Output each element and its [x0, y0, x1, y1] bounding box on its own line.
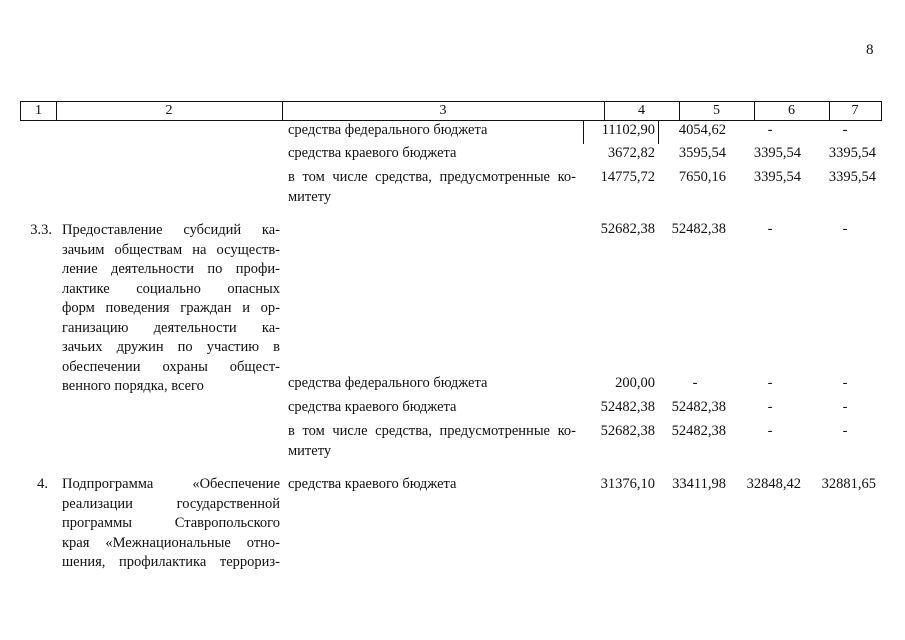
funding-source [288, 168, 576, 207]
funding-source: средства федерального бюджета [288, 122, 488, 138]
funding-source [288, 422, 576, 461]
value-col-6: 32848,42 [746, 476, 801, 492]
value-col-4: 14775,72 [600, 169, 655, 185]
header-col-6: 6 [788, 103, 795, 118]
value-col-5: 7650,16 [678, 169, 726, 185]
value-col-5: 52482,38 [671, 399, 726, 415]
header-col-1: 1 [35, 103, 42, 118]
item-index: 4. [37, 476, 48, 492]
value-col-4: 52682,38 [600, 423, 655, 439]
description-line: ганизацию деятельности ка- [62, 319, 280, 336]
item-description [62, 475, 280, 573]
value-col-6: 3395,54 [753, 145, 801, 161]
description-line: программы Ставропольского [62, 515, 280, 531]
source-line: митету [288, 442, 332, 459]
value-col-6: - [767, 122, 773, 138]
description-line: обеспечении охраны общест- [62, 358, 280, 375]
description-line: зачьим обществам на осуществ- [62, 241, 280, 258]
header-col-3: 3 [439, 103, 447, 118]
total-col-7: - [842, 221, 848, 237]
funding-source: средства краевого бюджета [288, 399, 457, 415]
value-col-4: 3672,82 [607, 145, 655, 161]
header-col-2: 2 [165, 103, 173, 118]
funding-source: средства краевого бюджета [288, 476, 457, 492]
value-col-7: - [842, 423, 848, 439]
description-line: лактике социально опасных [62, 280, 280, 297]
value-col-7: 32881,65 [821, 476, 876, 492]
value-col-4: 52482,38 [600, 399, 655, 415]
description-line: реализации государственной [62, 495, 280, 512]
header-col-5: 5 [713, 103, 720, 118]
description-line: шения, профилактика террориз- [62, 554, 280, 570]
value-col-4: 11102,90 [601, 122, 655, 138]
table-header-row [20, 101, 882, 121]
description-line: ление деятельности по профи- [62, 261, 280, 277]
value-col-6: - [767, 399, 773, 415]
value-col-5: 33411,98 [672, 476, 726, 492]
value-col-6: 3395,54 [753, 169, 801, 185]
value-col-6: - [767, 375, 773, 391]
value-col-6: - [767, 423, 773, 439]
item-description [62, 221, 280, 397]
description-line: венного порядка, всего [62, 378, 204, 394]
source-line: митету [288, 188, 332, 205]
value-col-7: - [842, 122, 848, 138]
description-line: Подпрограмма «Обеспечение [62, 476, 280, 492]
funding-source: средства краевого бюджета [288, 145, 457, 161]
funding-source: средства федерального бюджета [288, 375, 488, 391]
description-line: форм поведения граждан и ор- [62, 300, 280, 316]
value-col-5: 3595,54 [678, 145, 726, 161]
source-line: в том числе средства, предусмотренные ко- [288, 169, 576, 185]
description-line: края «Межнациональные отно- [62, 534, 280, 551]
value-col-7: - [842, 399, 848, 415]
header-col-4: 4 [638, 103, 645, 118]
total-col-5: 52482,38 [671, 221, 726, 237]
description-line: Предоставление субсидий ка- [62, 222, 280, 238]
value-col-5: - [692, 375, 698, 391]
value-col-5: 4054,62 [678, 122, 726, 138]
value-col-7: 3395,54 [828, 145, 876, 161]
page-number: 8 [866, 42, 874, 58]
source-line: в том числе средства, предусмотренные ко- [288, 423, 576, 439]
total-col-4: 52682,38 [600, 221, 655, 237]
item-index: 3.3. [30, 222, 52, 238]
total-col-6: - [767, 221, 773, 237]
value-col-7: - [842, 375, 848, 391]
value-col-5: 52482,38 [671, 423, 726, 439]
header-col-7: 7 [851, 103, 859, 118]
value-col-7: 3395,54 [828, 169, 876, 185]
column-divider [658, 121, 659, 144]
description-line: зачьих дружин по участию в [62, 339, 280, 355]
value-col-4: 31376,10 [600, 476, 655, 492]
column-divider [583, 121, 584, 144]
value-col-4: 200,00 [615, 375, 655, 391]
